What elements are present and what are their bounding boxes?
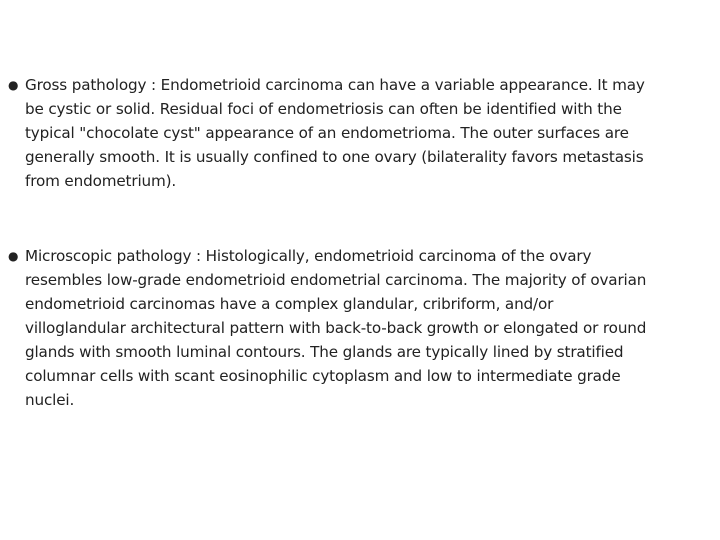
bullet-line: glands with smooth luminal contours. The glands are typically lined by stratified [25, 343, 624, 361]
bullet-text: Gross pathology : Endometrioid carcinoma can have a variable appearance. It may [25, 76, 645, 94]
bullet-line: resembles low-grade endometrioid endometrial carcinoma. The majority of ovarian [25, 271, 647, 289]
bullet-line: from endometrium). [25, 172, 177, 190]
bullet-line: be cystic or solid. Residual foci of endometriosis can often be identified with the [25, 100, 622, 118]
bullet-microscopic-pathology [8, 244, 710, 412]
bullet-text: Microscopic pathology : Histologically, endometrioid carcinoma of the ovary [25, 247, 592, 265]
bullet-gross-pathology [8, 73, 710, 193]
bullet-line: endometrioid carcinomas have a complex glandular, cribriform, and/or [25, 295, 554, 313]
bullet-line: columnar cells with scant eosinophilic cytoplasm and low to intermediate grade [25, 367, 621, 385]
bullet-line: generally smooth. It is usually confined to one ovary (bilaterality favors metastasis [25, 148, 644, 166]
bullet-line [8, 73, 710, 97]
bullet-line: nuclei. [25, 391, 75, 409]
bullet-marker: ● [8, 78, 19, 92]
bullet-marker: ● [8, 249, 19, 263]
bullet-line: villoglandular architectural pattern with back-to-back growth or elongated or round [25, 319, 647, 337]
bullet-line: typical "chocolate cyst" appearance of an endometrioma. The outer surfaces are [25, 124, 629, 142]
bullet-line [8, 244, 710, 268]
